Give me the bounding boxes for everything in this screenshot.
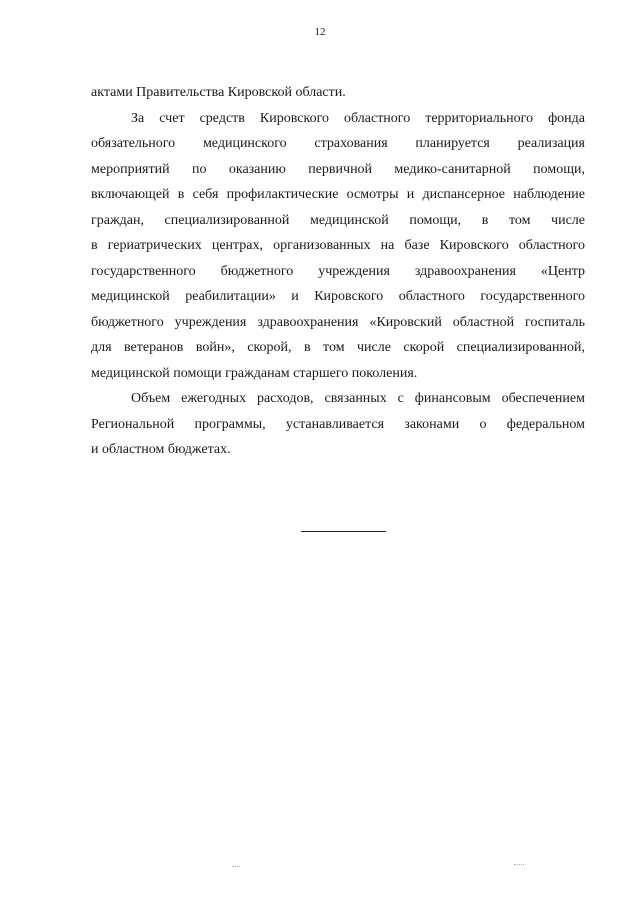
text-line: включающей в себя профилактические осмотры и диспансерное наблюдение	[91, 187, 585, 202]
body-text	[91, 80, 585, 463]
text-line: в гериатрических центрах, организованных на базе Кировского областного	[91, 238, 585, 253]
text-line: Региональной программы, устанавливается законами о федеральном	[91, 416, 585, 432]
text-line: За счет средств Кировского областного территориального фонда	[131, 110, 585, 126]
paragraph-3	[91, 386, 585, 463]
text-line: граждан, специализированной медицинской помощи, в том числе	[91, 212, 585, 228]
text-line: Объем ежегодных расходов, связанных с финансовым обеспечением	[131, 391, 585, 406]
paragraph-1	[91, 80, 585, 106]
text-line: мероприятий по оказанию первичной медико-санитарной помощи,	[91, 161, 585, 177]
text-line: для ветеранов войн», скорой, в том числе скорой специализированной,	[91, 340, 585, 355]
text-line: обязательного медицинского страхования планируется реализация	[91, 136, 585, 151]
end-separator-line	[301, 531, 386, 532]
text-line: медицинской помощи гражданам старшего поколения.	[91, 365, 418, 381]
paragraph-2	[91, 106, 585, 387]
text-line: и областном бюджетах.	[91, 442, 231, 457]
text-line: медицинской реабилитации» и Кировского областного государственного	[91, 289, 585, 304]
text-line: государственного бюджетного учреждения здравоохранения «Центр	[91, 263, 585, 279]
scan-speck	[514, 864, 524, 865]
scan-speck	[232, 866, 240, 867]
page-number: 12	[314, 26, 326, 38]
text-line: бюджетного учреждения здравоохранения «Кировский областной госпиталь	[91, 314, 585, 330]
text-line: актами Правительства Кировской области.	[91, 85, 346, 100]
